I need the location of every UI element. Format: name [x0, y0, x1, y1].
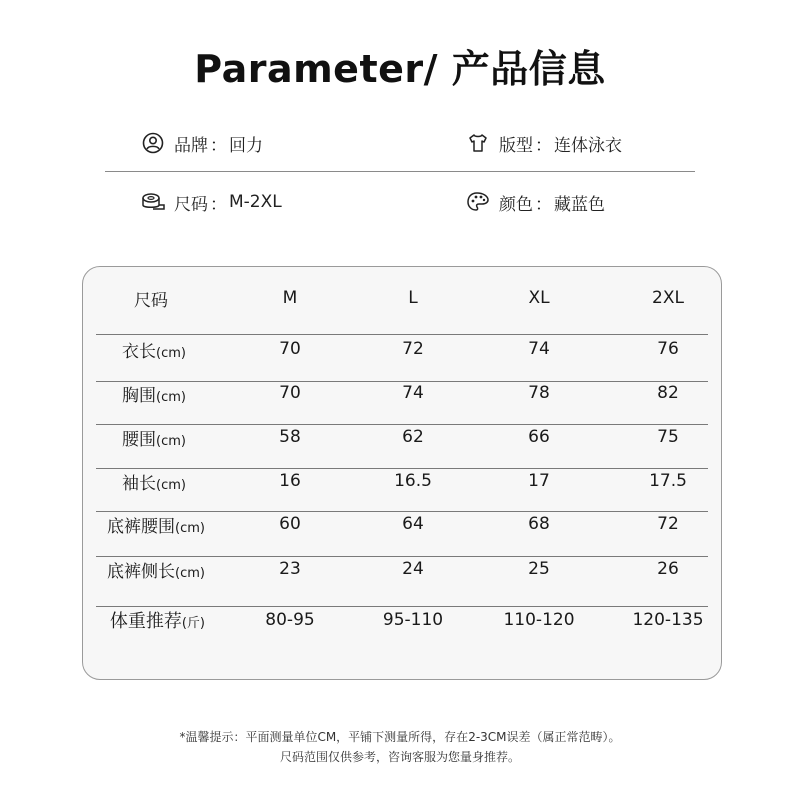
size-reference-note: 尺码范围仅供参考，咨询客服为您量身推荐。	[279, 750, 520, 764]
table-cell: 26	[657, 559, 679, 579]
row-label-unit: (cm)	[156, 389, 186, 405]
attribute-separator: ：	[210, 194, 227, 215]
attribute-fit	[465, 130, 622, 156]
attribute-value: 藏蓝色	[554, 194, 605, 215]
row-label-name: 胸围	[122, 385, 157, 406]
table-cell: 66	[528, 427, 550, 447]
table-cell: 17	[528, 471, 550, 491]
table-cell: 80-95	[265, 610, 315, 630]
table-divider	[96, 334, 708, 335]
row-label-name: 体重推荐	[109, 611, 182, 632]
table-divider	[96, 468, 708, 469]
table-cell: 75	[657, 427, 679, 447]
measurement-note: *温馨提示：平面测量单位CM，平铺下测量所得，存在2-3CM误差（属正常范畴）。	[179, 730, 621, 744]
attribute-value: M-2XL	[229, 192, 282, 212]
table-cell: 60	[279, 514, 301, 534]
row-label	[83, 337, 186, 362]
table-cell: 72	[402, 339, 424, 359]
table-divider	[96, 381, 708, 382]
table-cell: 95-110	[382, 610, 444, 630]
row-label-unit: (cm)	[156, 477, 186, 493]
row-label	[83, 425, 186, 450]
table-cell: 78	[528, 383, 550, 403]
attribute-brand	[140, 130, 263, 156]
row-label	[83, 557, 205, 582]
table-cell: 24	[402, 559, 424, 579]
table-cell: 16	[279, 471, 301, 491]
row-label-name: 衣长	[122, 341, 157, 362]
table-cell: 120-135	[632, 610, 704, 630]
attribute-separator: ：	[535, 135, 552, 156]
attribute-label: 颜色	[499, 194, 533, 215]
row-label-name: 底裤侧长	[107, 561, 176, 582]
row-label-name: 底裤腰围	[107, 516, 176, 537]
size-table	[82, 266, 722, 680]
table-cell: 82	[657, 383, 679, 403]
table-cell: 74	[528, 339, 550, 359]
table-cell: 72	[657, 514, 679, 534]
table-cell: 70	[279, 339, 301, 359]
palette-icon	[465, 189, 491, 215]
row-label-unit: (cm)	[175, 520, 205, 536]
row-label-unit: (cm)	[156, 433, 186, 449]
table-cell: 17.5	[649, 471, 687, 491]
attribute-label: 版型	[499, 135, 533, 156]
attribute-separator: ：	[535, 194, 552, 215]
table-cell: 74	[402, 383, 424, 403]
row-label-unit: (斤)	[181, 616, 205, 631]
row-label	[83, 607, 205, 633]
table-header-cell: L	[408, 288, 418, 308]
row-label	[83, 381, 186, 406]
measuring-tape-icon	[140, 189, 166, 215]
page-title: Parameter/ 产品信息	[194, 47, 606, 91]
table-cell: 110-120	[503, 610, 575, 630]
attribute-label: 尺码	[174, 194, 208, 215]
table-cell: 25	[528, 559, 550, 579]
table-cell: 23	[279, 559, 301, 579]
table-cell: 68	[528, 514, 550, 534]
user-icon	[140, 130, 166, 156]
attribute-value: 回力	[229, 135, 263, 156]
row-label-name: 腰围	[122, 429, 157, 450]
row-label-unit: (cm)	[156, 345, 186, 361]
row-label	[83, 469, 186, 494]
attribute-divider	[105, 171, 695, 172]
row-label-name: 袖长	[122, 473, 157, 494]
table-cell: 62	[402, 427, 424, 447]
attribute-color	[465, 189, 605, 215]
table-divider	[96, 424, 708, 425]
table-header-cell: 2XL	[652, 288, 684, 308]
table-cell: 58	[279, 427, 301, 447]
attribute-size	[140, 189, 282, 215]
attribute-separator: ：	[210, 135, 227, 156]
table-cell: 64	[402, 514, 424, 534]
attribute-value: 连体泳衣	[554, 135, 622, 156]
table-header-cell: XL	[528, 288, 550, 308]
table-cell: 16.5	[394, 471, 432, 491]
shirt-icon	[465, 130, 491, 156]
attribute-label: 品牌	[174, 135, 208, 156]
table-header-cell: 尺码	[134, 290, 168, 311]
table-header-cell: M	[282, 288, 298, 308]
table-cell: 70	[279, 383, 301, 403]
table-cell: 76	[657, 339, 679, 359]
row-label	[83, 512, 205, 537]
row-label-unit: (cm)	[175, 565, 205, 581]
